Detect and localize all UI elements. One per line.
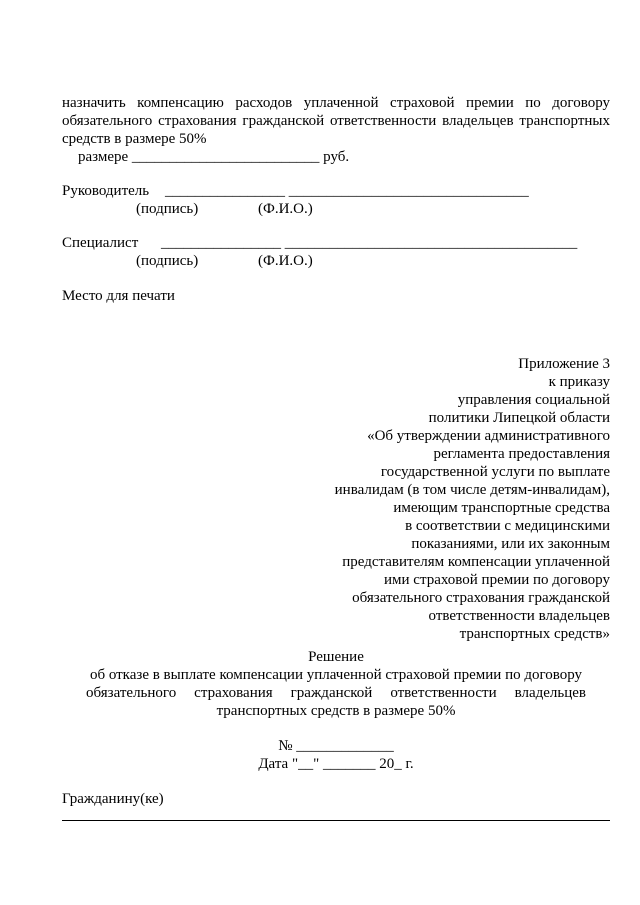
decision-subtitle-line1: об отказе в выплате компенсации уплаченной страховой премии по договору <box>89 667 583 683</box>
appendix-line: имеющим транспортные средства <box>393 500 610 516</box>
appendix-line: к приказу <box>548 374 610 390</box>
appendix-line: обязательного страхования гражданской <box>352 590 610 606</box>
stamp-place-label: Место для печати <box>62 288 175 304</box>
appendix-line: транспортных средств» <box>459 626 610 642</box>
head-name-caption: (Ф.И.О.) <box>258 201 313 217</box>
appendix-line: ответственности владельцев <box>428 608 610 624</box>
top-paragraph: назначить компенсацию расходов уплаченной страховой премии по договору обязательного страхования гражданской ответственности владельцев транспортных средств в размере 50% <box>62 95 610 147</box>
addressee-label: Гражданину(ке) <box>62 791 164 807</box>
head-signature-line: ________________ ________________________________ <box>165 183 529 199</box>
appendix-line: в соответствии с медицинскими <box>405 518 610 534</box>
amount-line: размере _________________________ руб. <box>78 149 350 165</box>
decision-number: № _____________ <box>278 738 394 754</box>
appendix-line: ими страховой премии по договору <box>384 572 610 588</box>
appendix-line: «Об утверждении административного <box>367 428 610 444</box>
head-role-label: Руководитель <box>62 183 150 199</box>
appendix-line: Приложение 3 <box>518 356 610 372</box>
head-sign-caption: (подпись) <box>136 201 199 217</box>
appendix-line: представителям компенсации уплаченной <box>342 554 610 570</box>
decision-subtitle-line2-wrap <box>86 684 586 702</box>
appendix-line: управления социальной <box>457 392 610 408</box>
appendix-line: политики Липецкой области <box>428 410 610 426</box>
decision-date: Дата "__" _______ 20_ г. <box>258 756 414 772</box>
addressee-underline <box>62 820 610 821</box>
appendix-block <box>280 355 610 643</box>
decision-subtitle-line2: обязательного страхования гражданской ответственности владельцев <box>86 685 586 701</box>
spec-name-caption: (Ф.И.О.) <box>258 253 313 269</box>
decision-title: Решение <box>308 649 364 665</box>
appendix-line: государственной услуги по выплате <box>380 464 610 480</box>
spec-signature-line: ________________ _______________________________________ <box>161 235 578 251</box>
spec-sign-caption: (подпись) <box>136 253 199 269</box>
decision-subtitle-line3: транспортных средств в размере 50% <box>216 703 456 719</box>
spec-role-label: Специалист <box>62 235 139 251</box>
appendix-line: показаниями, или их законным <box>411 536 610 552</box>
appendix-line: регламента предоставления <box>433 446 610 462</box>
appendix-line: инвалидам (в том числе детям-инвалидам), <box>334 482 610 498</box>
